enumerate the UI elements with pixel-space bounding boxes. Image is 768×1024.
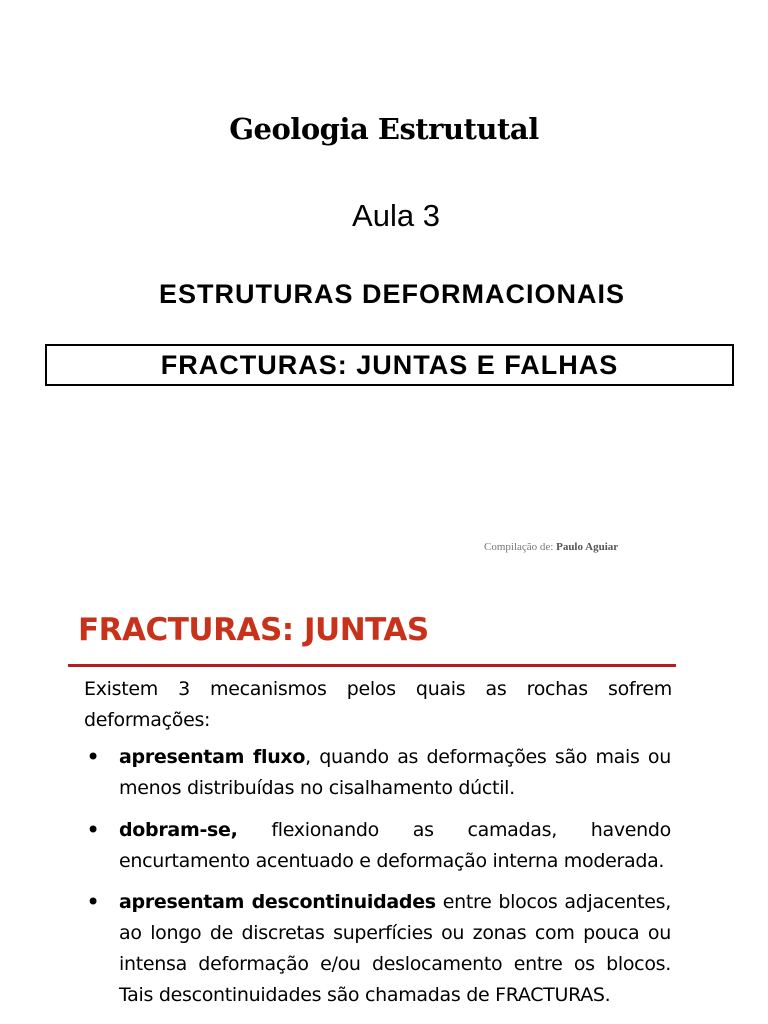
bullet-marker: • xyxy=(86,888,101,916)
section-heading: ESTRUTURAS DEFORMACIONAIS xyxy=(158,279,625,309)
bullet-marker: • xyxy=(86,743,101,771)
bullet-lead: apresentam descontinuidades xyxy=(119,891,436,913)
lecture-number: Aula 3 xyxy=(352,198,440,233)
credit-label: Compilação de: xyxy=(484,541,557,553)
subtopic-label: FRACTURAS: JUNTAS E FALHAS xyxy=(160,349,619,380)
bullet-body: , quando as deformações são mais ou menos distribuídas no cisalhamento dúctil. xyxy=(119,746,671,799)
subtopic-box xyxy=(45,344,734,386)
credit-line xyxy=(484,541,618,553)
bullet-item xyxy=(119,887,671,1011)
bullet-body: flexionando as camadas, havendo encurtamento acentuado e deformação interna moderada. xyxy=(119,819,671,872)
credit-author: Paulo Aguiar xyxy=(556,541,619,553)
bullet-marker: • xyxy=(86,816,101,844)
document-title: Geologia Estrututal xyxy=(229,112,539,146)
bullet-lead: dobram-se, xyxy=(119,819,238,841)
title-underline xyxy=(68,664,676,667)
bullet-body: entre blocos adjacentes, ao longo de discretas superfícies ou zonas com pouca ou intensa deformação e/ou deslocamento entre os blocos. Tais descontinuidades são chamadas de FRACTURAS. xyxy=(119,891,672,1006)
bullet-item xyxy=(119,742,671,804)
bullet-item xyxy=(119,815,671,877)
bullet-lead: apresentam fluxo xyxy=(119,746,306,768)
intro-paragraph: Existem 3 mecanismos pelos quais as rochas sofrem deformações: xyxy=(84,678,672,731)
slide-title: FRACTURAS: JUNTAS xyxy=(78,612,429,648)
